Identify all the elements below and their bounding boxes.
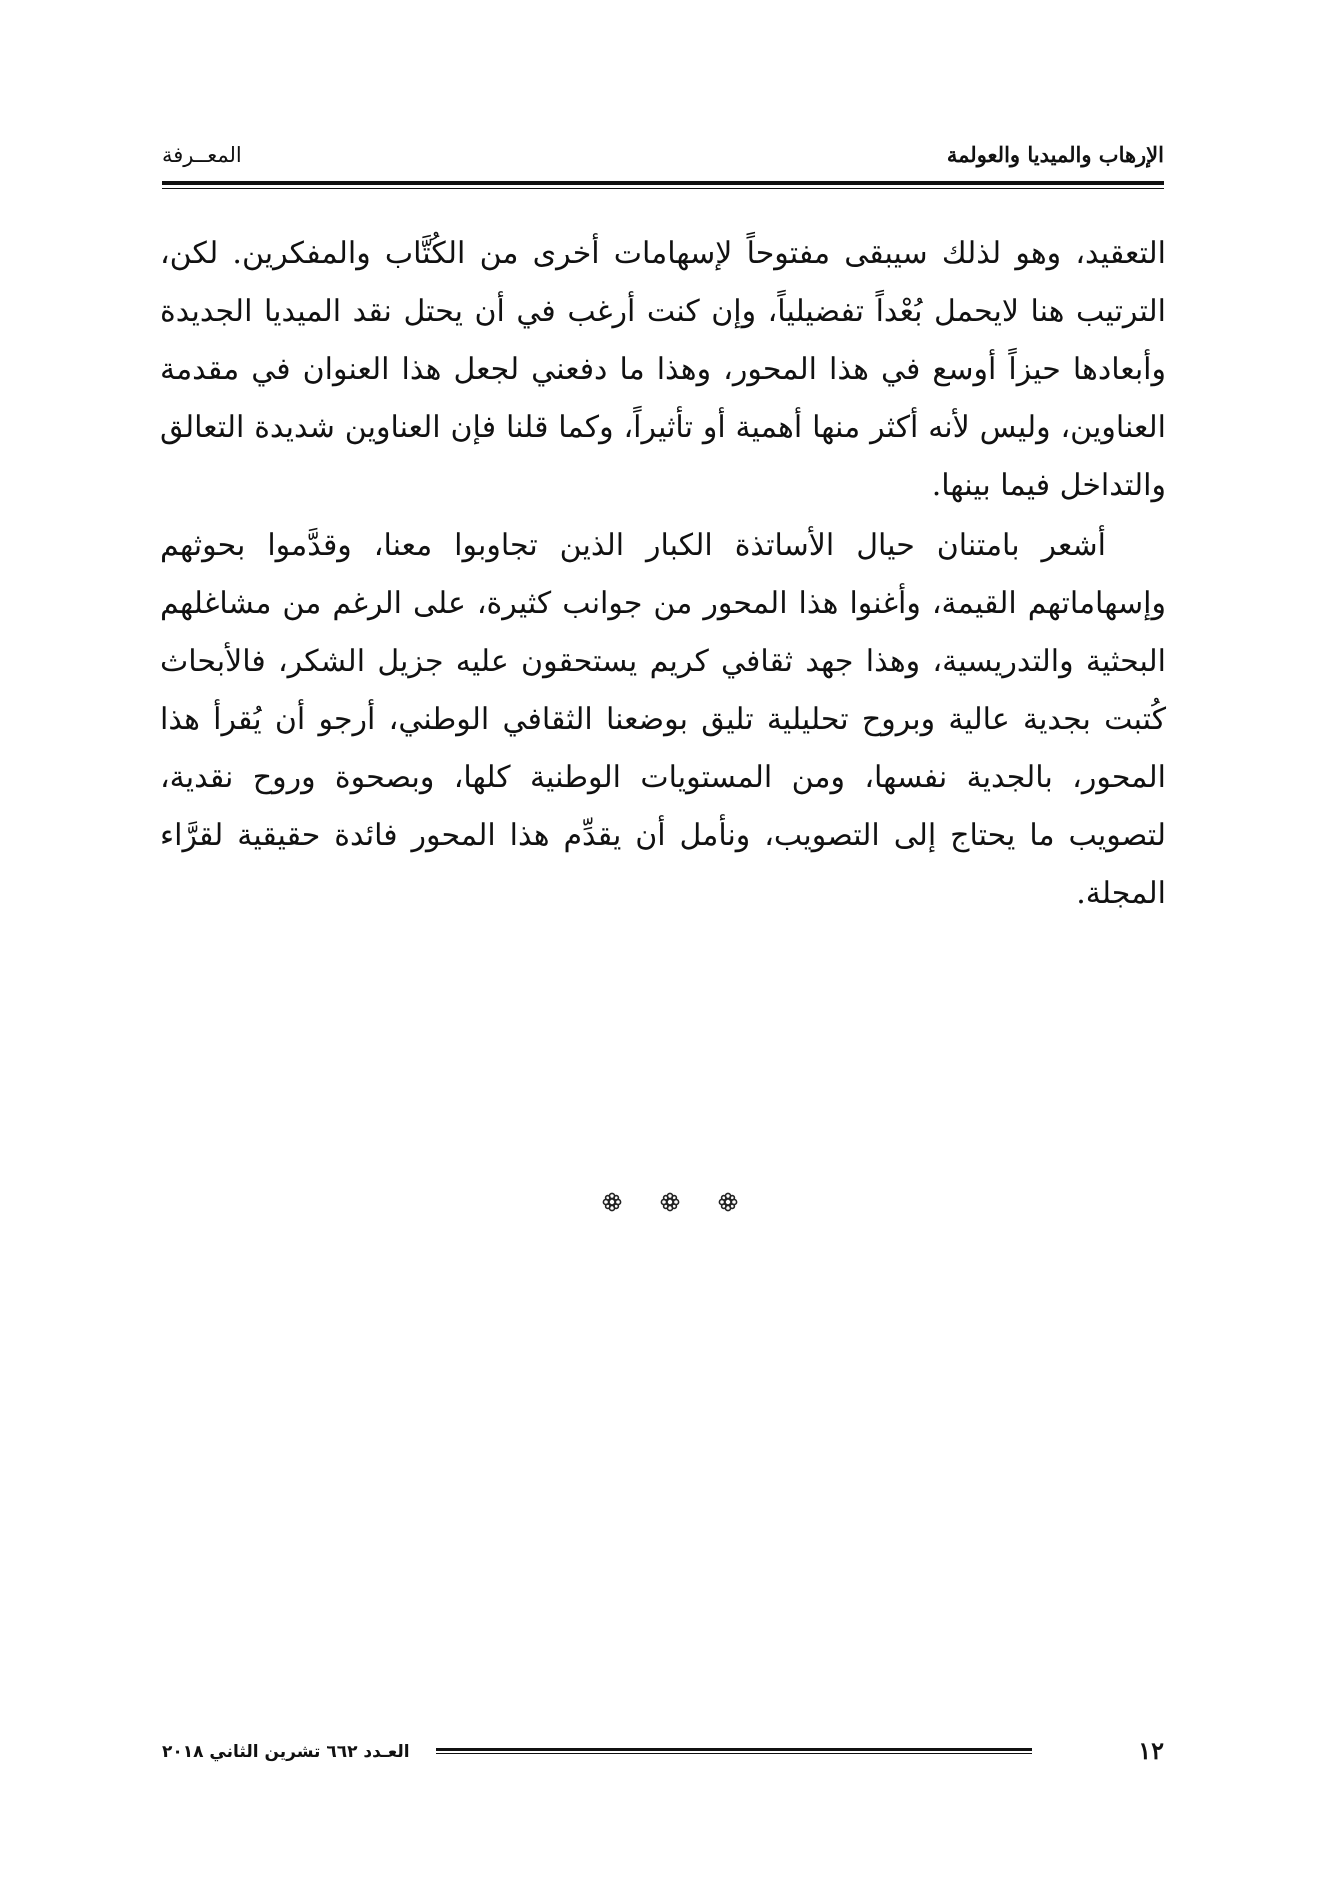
page-header: [162, 140, 1164, 174]
page-number: ١٢: [1138, 1736, 1164, 1765]
header-divider-thin: [162, 188, 1164, 189]
flower-ornament-icon: [660, 1192, 680, 1212]
section-title: الإرهاب والميديا والعولمة: [946, 142, 1164, 167]
issue-label: العـدد ٦٦٢ تشرين الثاني ٢٠١٨: [162, 1742, 410, 1762]
magazine-logo: المعــرفة: [162, 143, 242, 167]
article-body: [160, 225, 1166, 923]
paragraph-2: أشعر بامتنان حيال الأساتذة الكبار الذين تجاوبوا معنا، وقدَّموا بحوثهم وإسهاماتهم القيمة، وأغنوا هذا المحور من جوانب كثيرة، على الرغم من مشاغلهم البحثية والتدريسية، وهذا جهد ثقافي كريم يستحقون عليه جزيل الشكر، فالأبحاث كُتبت بجدية عالية وبروح تحليلية تليق بوضعنا الثقافي الوطني، أرجو أن يُقرأ هذا المحور، بالجدية نفسها، ومن المستويات الوطنية كلها، وبصحوة وروح نقدية، لتصويب ما يحتاج إلى التصويب، ونأمل أن يقدِّم هذا المحور فائدة حقيقية لقرَّاء المجلة.: [160, 528, 1166, 911]
footer-divider: [436, 1748, 1032, 1755]
flower-ornament-icon: [718, 1192, 738, 1212]
page-footer: [162, 1738, 1164, 1768]
header-divider-thick: [162, 181, 1164, 185]
section-ornaments: [0, 1192, 1339, 1212]
flower-ornament-icon: [602, 1192, 622, 1212]
paragraph-1: التعقيد، وهو لذلك سيبقى مفتوحاً لإسهامات أخرى من الكُتَّاب والمفكرين. لكن، الترتيب هنا لايحمل بُعْداً تفضيلياً، وإن كنت أرغب في أن يحتل نقد الميديا الجديدة وأبعادها حيزاً أوسع في هذا المحور، وهذا ما دفعني لجعل هذا العنوان في مقدمة العناوين، وليس لأنه أكثر منها أهمية أو تأثيراً، وكما قلنا فإن العناوين شديدة التعالق والتداخل فيما بينها.: [160, 236, 1166, 503]
